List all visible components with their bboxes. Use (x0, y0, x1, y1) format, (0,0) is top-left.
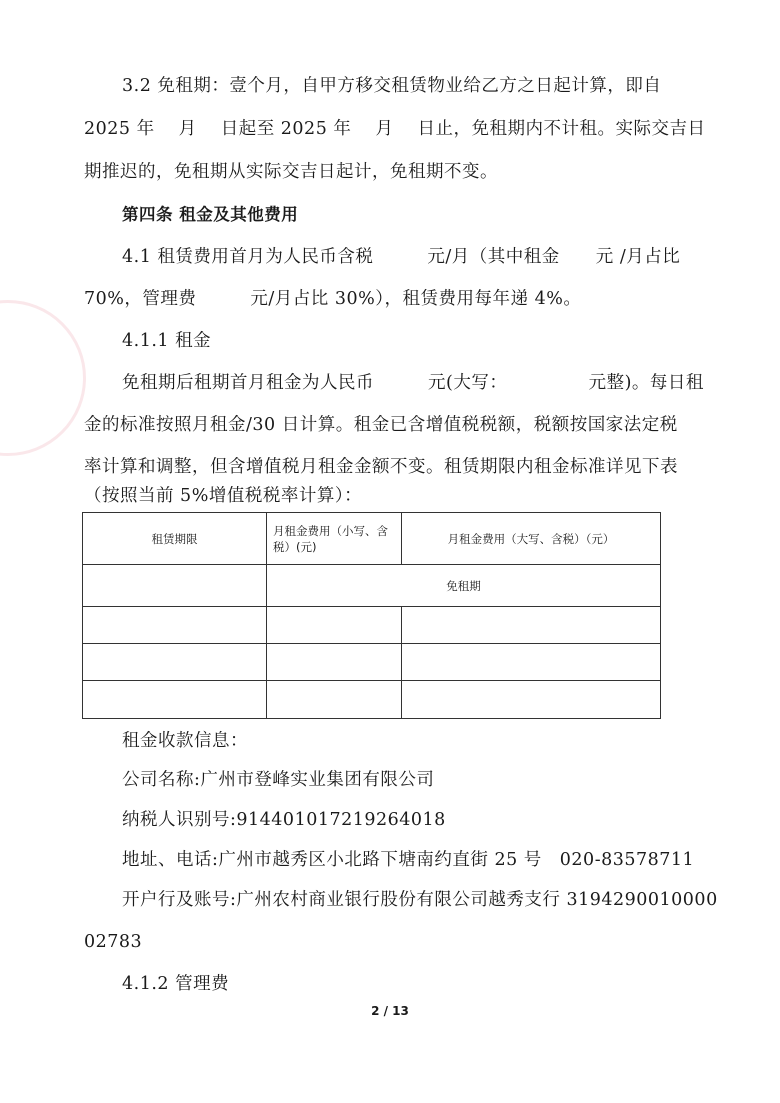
table-cell (83, 607, 267, 644)
rent-paragraph-line-3: 率计算和调整，但含增值税月租金金额不变。租赁期限内租金标准详见下表 (84, 457, 678, 477)
table-cell (267, 681, 402, 719)
table-cell (267, 607, 402, 644)
clause-3-2-line-3: 期推迟的，免租期从实际交吉日起计，免租期不变。 (84, 162, 498, 182)
header-monthly-rent-words: 月租金费用（大写、含税）（元） (402, 513, 661, 565)
clause-3-2-line-1: 3.2 免租期：壹个月，自甲方移交租赁物业给乙方之日起计算，即自 (122, 76, 662, 96)
seal-stamp-faint (0, 300, 86, 456)
rent-paragraph-line-4: （按照当前 5%增值税税率计算）： (84, 486, 363, 506)
table-cell (402, 681, 661, 719)
table-cell (402, 607, 661, 644)
clause-4-1-line-1: 4.1 租赁费用首月为人民币含税 元/月（其中租金 元 /月占比 (122, 247, 681, 267)
table-cell (402, 644, 661, 681)
table-cell (267, 644, 402, 681)
article-4-heading: 第四条 租金及其他费用 (122, 205, 299, 224)
page-number: 2 / 13 (371, 1004, 409, 1018)
table-cell (83, 644, 267, 681)
payment-info-heading: 租金收款信息： (122, 731, 248, 751)
rent-paragraph-line-2: 金的标准按照月租金/30 日计算。租金已含增值税税额，税额按国家法定税 (84, 415, 678, 435)
rent-schedule-table (82, 512, 661, 719)
bank-account-line: 开户行及账号:广州农村商业银行股份有限公司越秀支行 3194290010000 (122, 890, 718, 910)
clause-4-1-line-2: 70%，管理费 元/月占比 30%），租赁费用每年递 4%。 (84, 289, 582, 309)
table-row (83, 607, 661, 644)
header-lease-period: 租赁期限 (83, 513, 267, 565)
clause-4-1-1-heading: 4.1.1 租金 (122, 331, 212, 351)
table-row (83, 565, 661, 607)
table-header-row (83, 513, 661, 565)
table-cell (83, 565, 267, 607)
table-cell (83, 681, 267, 719)
table-row (83, 681, 661, 719)
bank-account-line-continued: 02783 (84, 932, 143, 952)
company-name-line: 公司名称:广州市登峰实业集团有限公司 (122, 770, 435, 790)
clause-4-1-2-heading: 4.1.2 管理费 (122, 974, 230, 994)
free-period-cell: 免租期 (267, 565, 661, 607)
address-phone-line: 地址、电话:广州市越秀区小北路下塘南约直街 25 号 020-83578711 (122, 850, 695, 870)
taxpayer-id-line: 纳税人识别号:914401017219264018 (122, 810, 446, 830)
table-row (83, 644, 661, 681)
rent-paragraph-line-1: 免租期后租期首月租金为人民币 元(大写： 元整)。每日租 (122, 373, 704, 393)
header-monthly-rent-numeric: 月租金费用（小写、含税）(元) (267, 513, 402, 565)
clause-3-2-line-2: 2025 年 月 日起至 2025 年 月 日止，免租期内不计租。实际交吉日 (84, 119, 706, 139)
